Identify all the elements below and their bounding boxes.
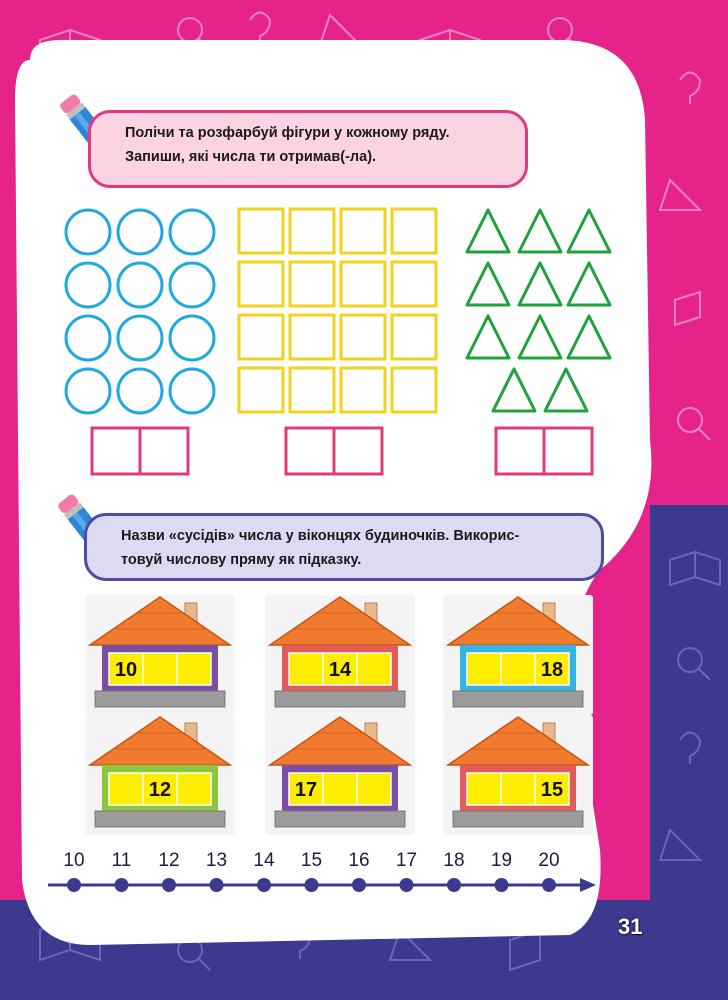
number-line-label: 13 xyxy=(205,850,228,871)
number-line-label: 11 xyxy=(111,850,132,871)
house-number: 18 xyxy=(540,659,564,681)
house-number: 17 xyxy=(294,779,318,801)
number-line-dot xyxy=(352,878,366,892)
number-line-label: 18 xyxy=(443,850,465,871)
number-line-dot xyxy=(495,878,509,892)
number-line-dot xyxy=(115,878,129,892)
number-line-dot xyxy=(400,878,414,892)
number-line-dot xyxy=(542,878,556,892)
number-line-dot xyxy=(257,878,271,892)
task-1-line-1: Полічи та розфарбуй фігури у кожному ряду. xyxy=(125,125,450,141)
number-line-label: 17 xyxy=(395,850,418,871)
house-number: 15 xyxy=(540,779,564,801)
number-line-label: 16 xyxy=(348,850,370,871)
number-line-label: 19 xyxy=(490,850,513,871)
page-number: 31 xyxy=(618,914,643,939)
number-line-dot xyxy=(305,878,319,892)
number-line-label: 12 xyxy=(158,850,180,871)
number-line-label: 15 xyxy=(300,850,323,871)
number-line-dot xyxy=(447,878,461,892)
house-number: 12 xyxy=(148,779,172,801)
task-2-line-1: Назви «сусідів» числа у віконцях будиночків. Викорис- xyxy=(121,528,520,544)
house-number: 14 xyxy=(328,659,352,681)
number-line-dot xyxy=(162,878,176,892)
number-line-label: 10 xyxy=(63,850,85,871)
task-2-line-2: товуй числову пряму як підказку. xyxy=(121,552,362,568)
number-line-label: 14 xyxy=(253,850,275,871)
number-line-label: 20 xyxy=(538,850,560,871)
arrow-right-icon xyxy=(580,878,596,892)
task-1-line-2: Запиши, які числа ти отримав(-ла). xyxy=(125,149,377,165)
house-number: 10 xyxy=(114,659,138,681)
number-line-dot xyxy=(67,878,81,892)
number-line-dot xyxy=(210,878,224,892)
